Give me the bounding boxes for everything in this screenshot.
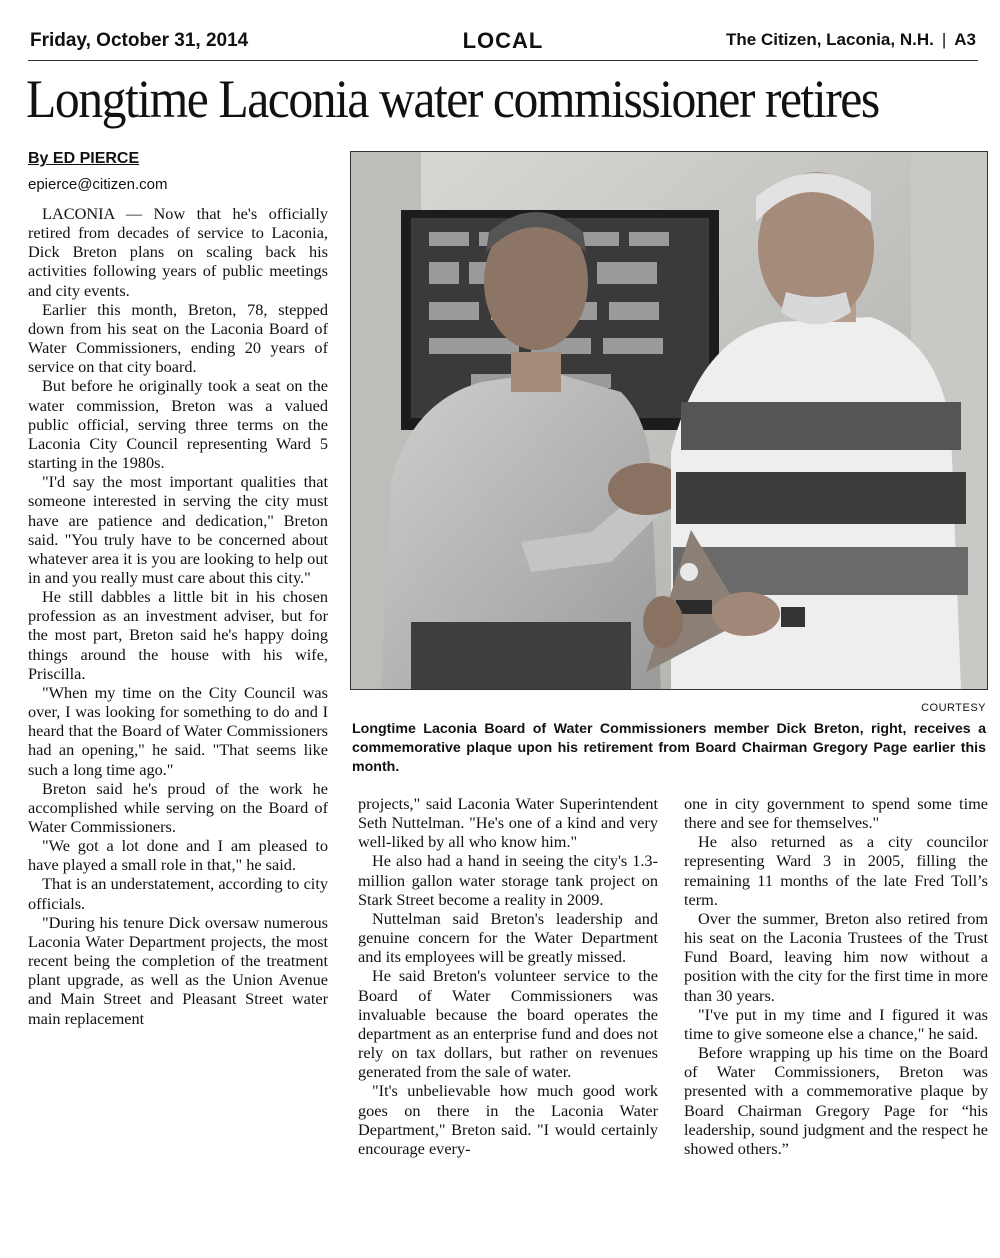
paragraph: Nuttelman said Breton's leadership and genuine concern for the Water Department and its employees will be greatly missed. (358, 908, 658, 967)
paragraph: Breton said he's proud of the work he accomplished while serving on the Board of Water Commissioners. (28, 778, 328, 836)
issue-date: Friday, October 31, 2014 (30, 30, 249, 51)
photo-caption: Longtime Laconia Board of Water Commissioners member Dick Breton, right, receives a commemorative plaque upon his retirement from Board Chairman Gregory Page earlier this month. (352, 721, 986, 775)
paragraph: Before wrapping up his time on the Board of Water Commissioners, Breton was presented with a commemorative plaque by Board Chairman Gregory Page for “his leadership, sound judgment and the respect he showed others.” (684, 1043, 988, 1158)
page-number: A3 (954, 30, 976, 49)
publication-name: The Citizen, Laconia, N.H. (726, 30, 934, 49)
article-column-3 (684, 794, 988, 1248)
paragraph: "When my time on the City Council was over, I was looking for something to do and I heard that the Board of Water Commissioners had an opening," he said. "That seems like such a long time ago." (28, 682, 328, 779)
header-rule (28, 60, 978, 61)
page-header (30, 26, 976, 58)
paragraph: Over the summer, Breton also retired from his seat on the Laconia Trustees of the Trust Fund Board, leaving him now without a position with the city for the first time in more than 30 years. (684, 908, 988, 1005)
paragraph: "We got a lot done and I am pleased to have played a small role in that," he said. (28, 836, 328, 875)
paragraph: He still dabbles a little bit in his chosen profession as an investment adviser, but for the most part, Breton said he's happy doing things around the house with his wife, Priscilla. (28, 587, 328, 683)
article-column-2 (358, 794, 658, 1248)
paragraph: Earlier this month, Breton, 78, stepped down from his seat on the Laconia Board of Water Commissioners, ending 20 years of service on that city board. (28, 299, 328, 377)
paragraph: That is an understatement, according to city officials. (28, 874, 328, 913)
paragraph: He also had a hand in seeing the city's 1.3-million gallon water storage tank project on Stark Street become a reality in 2009. (358, 851, 658, 909)
header-separator: | (941, 30, 947, 49)
author-email: epierce@citizen.com (28, 176, 168, 193)
photo-handshake-plaque (351, 152, 987, 689)
publication-info (726, 30, 976, 50)
article-column-1 (28, 204, 328, 1248)
byline: By ED PIERCE (28, 150, 140, 167)
paragraph: He also returned as a city councilor representing Ward 3 in 2005, filling the remaining 11 months of the late Fred Toll’s term. (684, 832, 988, 909)
paragraph: "It's unbelievable how much good work goes on there in the Laconia Water Department," Breton said. "I would certainly encourage every- (358, 1081, 658, 1158)
photo-credit: COURTESY (921, 702, 986, 714)
paragraph: projects," said Laconia Water Superintendent Seth Nuttelman. "He's one of a kind and very well-liked by all who know him." (358, 794, 658, 852)
paragraph: "I've put in my time and I figured it was time to give someone else a chance," he said. (684, 1004, 988, 1043)
paragraph: He said Breton's volunteer service to the Board of Water Commissioners was invaluable because the board operates the department as an enterprise fund and does not rely on tax dollars, but rather on revenues generated from the sale of water. (358, 966, 658, 1082)
paragraph: LACONIA — Now that he's officially retired from decades of service to Laconia, Dick Breton plans on scaling back his activities following years of public meetings and city events. (28, 204, 328, 300)
paragraph: "I'd say the most important qualities that someone interested in serving the city must have are patience and dedication," Breton said. "You truly have to be concerned about whatever area it is you are looking to help out in and you really must care about this city." (28, 472, 328, 587)
paragraph: one in city government to spend some time there and see for themselves." (684, 794, 988, 833)
paragraph: "During his tenure Dick oversaw numerous Laconia Water Department projects, the most recent being the completion of the treatment plant upgrade, as well as the Union Avenue and Main Street and Pleasant Street water main replacement (28, 912, 328, 1028)
article-photo (350, 151, 988, 690)
section-label: LOCAL (462, 28, 544, 53)
headline: Longtime Laconia water commissioner retires (26, 69, 879, 129)
paragraph: But before he originally took a seat on the water commission, Breton was a valued public official, serving three terms on the Laconia City Council representing Ward 5 starting in the 1980s. (28, 376, 328, 473)
